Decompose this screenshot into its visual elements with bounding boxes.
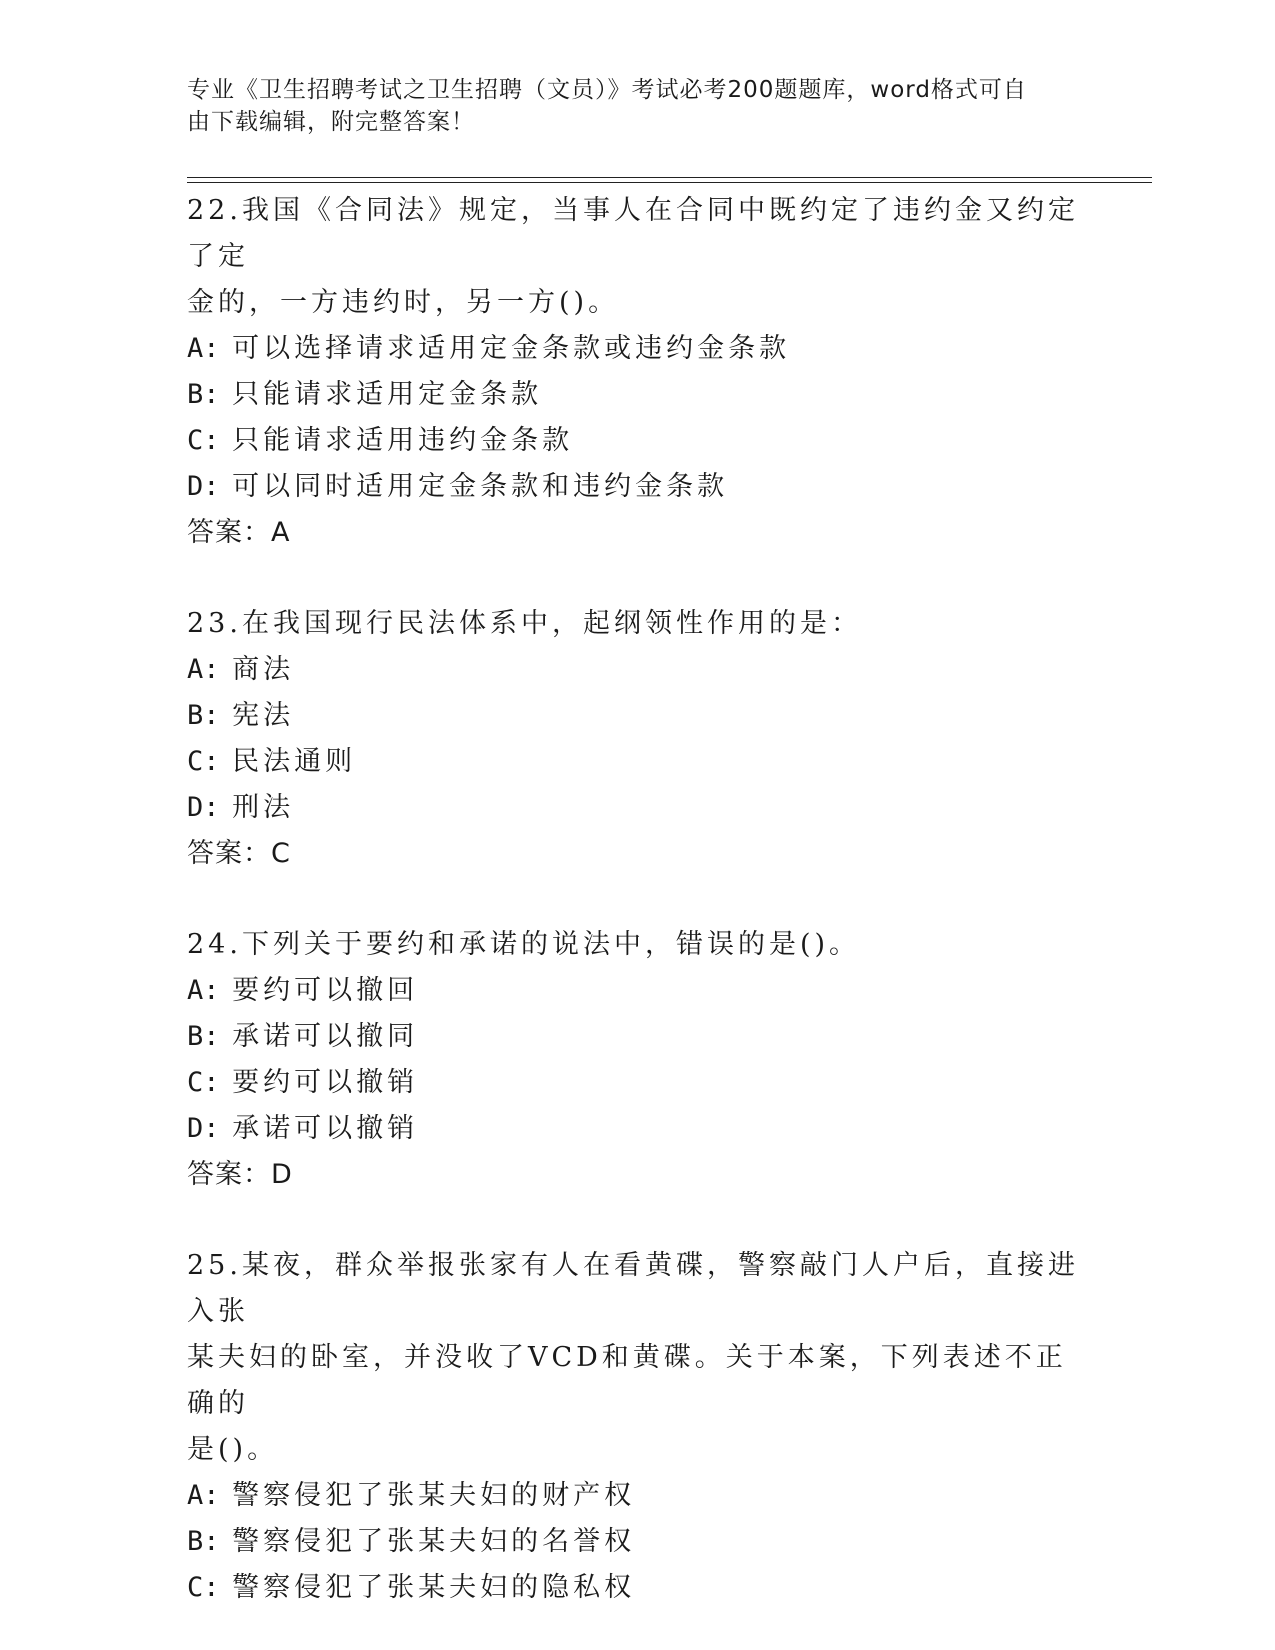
option-d <box>187 785 1087 831</box>
option-key: B: <box>187 1526 220 1557</box>
question-list <box>187 188 1087 1611</box>
option-a <box>187 968 1087 1014</box>
question-stem-line: 某夫妇的卧室，并没收了VCD和黄碟。关于本案，下列表述不正确的 <box>187 1342 1067 1419</box>
option-b <box>187 693 1087 739</box>
option-text: 警察侵犯了张某夫妇的隐私权 <box>232 1572 636 1603</box>
option-b <box>187 1014 1087 1060</box>
option-c <box>187 739 1087 785</box>
option-b <box>187 1519 1087 1565</box>
option-c <box>187 1565 1087 1611</box>
question-23 <box>187 601 1087 877</box>
option-text: 刑法 <box>232 792 295 823</box>
option-key: B: <box>187 379 220 410</box>
question-24 <box>187 922 1087 1198</box>
option-text: 警察侵犯了张某夫妇的名誉权 <box>232 1526 636 1557</box>
option-key: A: <box>187 654 220 685</box>
question-stem-line: 25.某夜，群众举报张家有人在看黄碟，警察敲门人户后，直接进入张 <box>187 1250 1079 1327</box>
option-a <box>187 1473 1087 1519</box>
option-key: B: <box>187 700 220 731</box>
question-22 <box>187 188 1087 556</box>
answer-line: 答案：D <box>187 1159 293 1190</box>
option-text: 要约可以撤销 <box>232 1067 419 1098</box>
option-text: 只能请求适用定金条款 <box>232 379 543 410</box>
question-stem-line: 金的，一方违约时，另一方()。 <box>187 287 620 318</box>
option-key: B: <box>187 1021 220 1052</box>
option-text: 可以选择请求适用定金条款或违约金条款 <box>232 333 791 364</box>
question-stem-line: 23.在我国现行民法体系中，起纲领性作用的是： <box>187 608 862 639</box>
option-d <box>187 1106 1087 1152</box>
option-a <box>187 647 1087 693</box>
option-key: D: <box>187 471 220 502</box>
option-key: D: <box>187 1113 220 1144</box>
option-text: 承诺可以撤销 <box>232 1113 419 1144</box>
option-key: A: <box>187 333 220 364</box>
option-key: A: <box>187 975 220 1006</box>
option-key: C: <box>187 425 220 456</box>
header-divider-top <box>187 177 1152 178</box>
option-a <box>187 326 1087 372</box>
option-text: 可以同时适用定金条款和违约金条款 <box>232 471 729 502</box>
answer-line: 答案：C <box>187 838 291 869</box>
header-line-1: 专业《卫生招聘考试之卫生招聘（文员）》考试必考200题题库，word格式可自 <box>187 77 1027 103</box>
option-b <box>187 372 1087 418</box>
document-header <box>187 74 1067 138</box>
question-25 <box>187 1243 1087 1611</box>
header-line-2: 由下载编辑，附完整答案！ <box>187 109 475 135</box>
question-stem-line: 是()。 <box>187 1434 279 1465</box>
option-text: 商法 <box>232 654 295 685</box>
option-text: 民法通则 <box>232 746 357 777</box>
header-divider-bottom <box>187 182 1152 183</box>
option-key: A: <box>187 1480 220 1511</box>
option-text: 警察侵犯了张某夫妇的财产权 <box>232 1480 636 1511</box>
option-c <box>187 1060 1087 1106</box>
question-stem-line: 22.我国《合同法》规定，当事人在合同中既约定了违约金又约定了定 <box>187 195 1079 272</box>
option-d <box>187 464 1087 510</box>
option-key: C: <box>187 1572 220 1603</box>
option-text: 承诺可以撤同 <box>232 1021 419 1052</box>
question-stem-line: 24.下列关于要约和承诺的说法中，错误的是()。 <box>187 929 861 960</box>
option-text: 要约可以撤回 <box>232 975 419 1006</box>
answer-line: 答案：A <box>187 517 291 548</box>
option-key: D: <box>187 792 220 823</box>
option-c <box>187 418 1087 464</box>
option-text: 只能请求适用违约金条款 <box>232 425 574 456</box>
option-text: 宪法 <box>232 700 295 731</box>
option-key: C: <box>187 746 220 777</box>
option-key: C: <box>187 1067 220 1098</box>
